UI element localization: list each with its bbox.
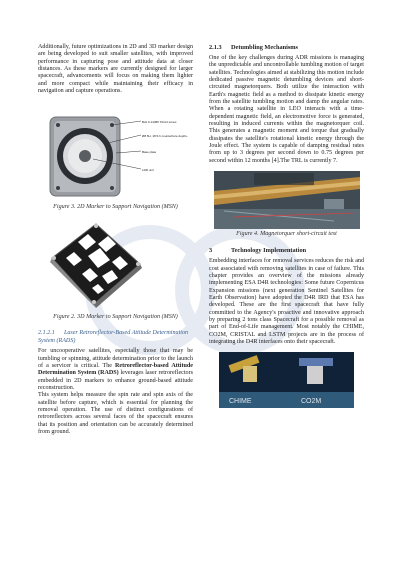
intro-paragraph: Additionally, future optimizations in 2D and 3D marker design are being developed to suit smaller satellites, with improved performance in capturing pose and attitude data at closer distances. As these markers are currently designed for larger spacecraft, advancements will focus on making them lighter and more compact while maintaining their efficacy in navigation and capture operations. [38, 44, 193, 95]
figure-2 [38, 218, 193, 310]
figure-4 [214, 171, 360, 229]
magnetorquer-photo [214, 171, 360, 229]
section-title: Technology Implementation [231, 247, 307, 255]
detumbling-paragraph: One of the key challenges during ADR missions is managing the unpredictable and uncontrollable tumbling motion of target satellites. Technologies aimed at stabilizing this motion include dedicated passive magnetic detumbling devices and short-circuited magnetorquers. Both utilize the interaction with Earth's magnetic field as a method to dissipate kinetic energy from the satellite tumbling motion and damp the angular rates. When a rotating satellite in LEO interacts with a time-dependent magnetic field, an electromotive force is generated, resulting in induced currents within the magnetorquer coil. This generates a magnetic moment and torque that gradually dissipates the satellite's rotational kinetic energy through the Joule effect. The system is capable of damping residual rates from up to 3 degrees per second down to 0.75 degrees per second within 12 months [4].The TRL is currently 7. [209, 55, 364, 164]
figure-2-caption: Figure 2. 3D Marker to Support Navigation (MSN) [53, 314, 178, 321]
rads-text-start: For uncooperative satellites, especially those that may be tumbling or spinning, attitude determination prior to the launch of a servicer is critical. The [38, 348, 193, 369]
fig3-label-baseplate: Base plate [142, 150, 157, 155]
satellite-label-chime: CHIME [229, 398, 252, 406]
fig3-label-lrr: LRR unit [142, 168, 154, 173]
subsection-heading [38, 330, 193, 345]
section-heading-detumbling [209, 44, 364, 51]
marker-3d-image [38, 218, 193, 310]
figure-satellites [219, 352, 354, 408]
right-column [209, 44, 364, 408]
section-number: 3 [209, 247, 213, 255]
section-title: Detumbling Mechanisms [231, 44, 298, 51]
figure-3-caption: Figure 3. 2D Marker to Support Navigation (MSN) [53, 204, 178, 211]
rads-paragraph-1 [38, 348, 193, 392]
fig3-label-counterbore: Ø8.5H, 18.5-h counterbore depth+ [142, 134, 188, 139]
marker-2d-image [38, 113, 193, 200]
satellite-label-co2m: CO2M [301, 398, 322, 406]
satellites-image [219, 352, 354, 408]
rads-bold-term: Retroreflector-based Attitude Determination System (RADS) [38, 362, 193, 377]
subsection-title: Laser Retroreflector-Based Attitude Determination System (RADS) [38, 330, 189, 344]
fig3-label-bolt: Bolt 0.14486 TA/A4 screw [142, 120, 177, 125]
figure-3 [38, 113, 193, 200]
section-heading-implementation [209, 247, 364, 254]
section-number: 2.1.3 [209, 44, 222, 51]
subsection-number: 2.1.2.1 [38, 330, 55, 337]
rads-paragraph-2: This system helps measure the spin rate and spin axis of the satellite before capture, which is essential for planning the removal operation. The use of distinct configurations of retroreflectors across several faces of the spacecraft ensures that its position and orientation can be accurately determined from ground. [38, 392, 193, 435]
figure-4-caption: Figure 4. Magnetorquer short-circuit test [236, 231, 337, 238]
left-column [38, 44, 193, 436]
rads-text-end: leverages laser retroreflectors embedded in 2D markers to enhance ground-based attitude reconstruction. [38, 370, 193, 391]
implementation-paragraph: Embedding interfaces for removal services reduces the risk and cost associated with removing satellites in case of failure. This chapter provides an overview of the missions already implementing ESA D4R technologies: Some future Copernicus Expansion missions (next generation Sentinel Satellites for Earth Observation) have adopted the D4R IRD that ESA has developed. These are the first spacecraft that have fully committed to the Agency's proactive and innovative approach by preparing 2 tons class Spacecraft for a possible removal as part of End-of-Life management. Most notably the CHIME, CO2M, CRISTAL and LSTM projects are in the process of integrating the D4R interfaces onto their spacecraft. [209, 258, 364, 345]
